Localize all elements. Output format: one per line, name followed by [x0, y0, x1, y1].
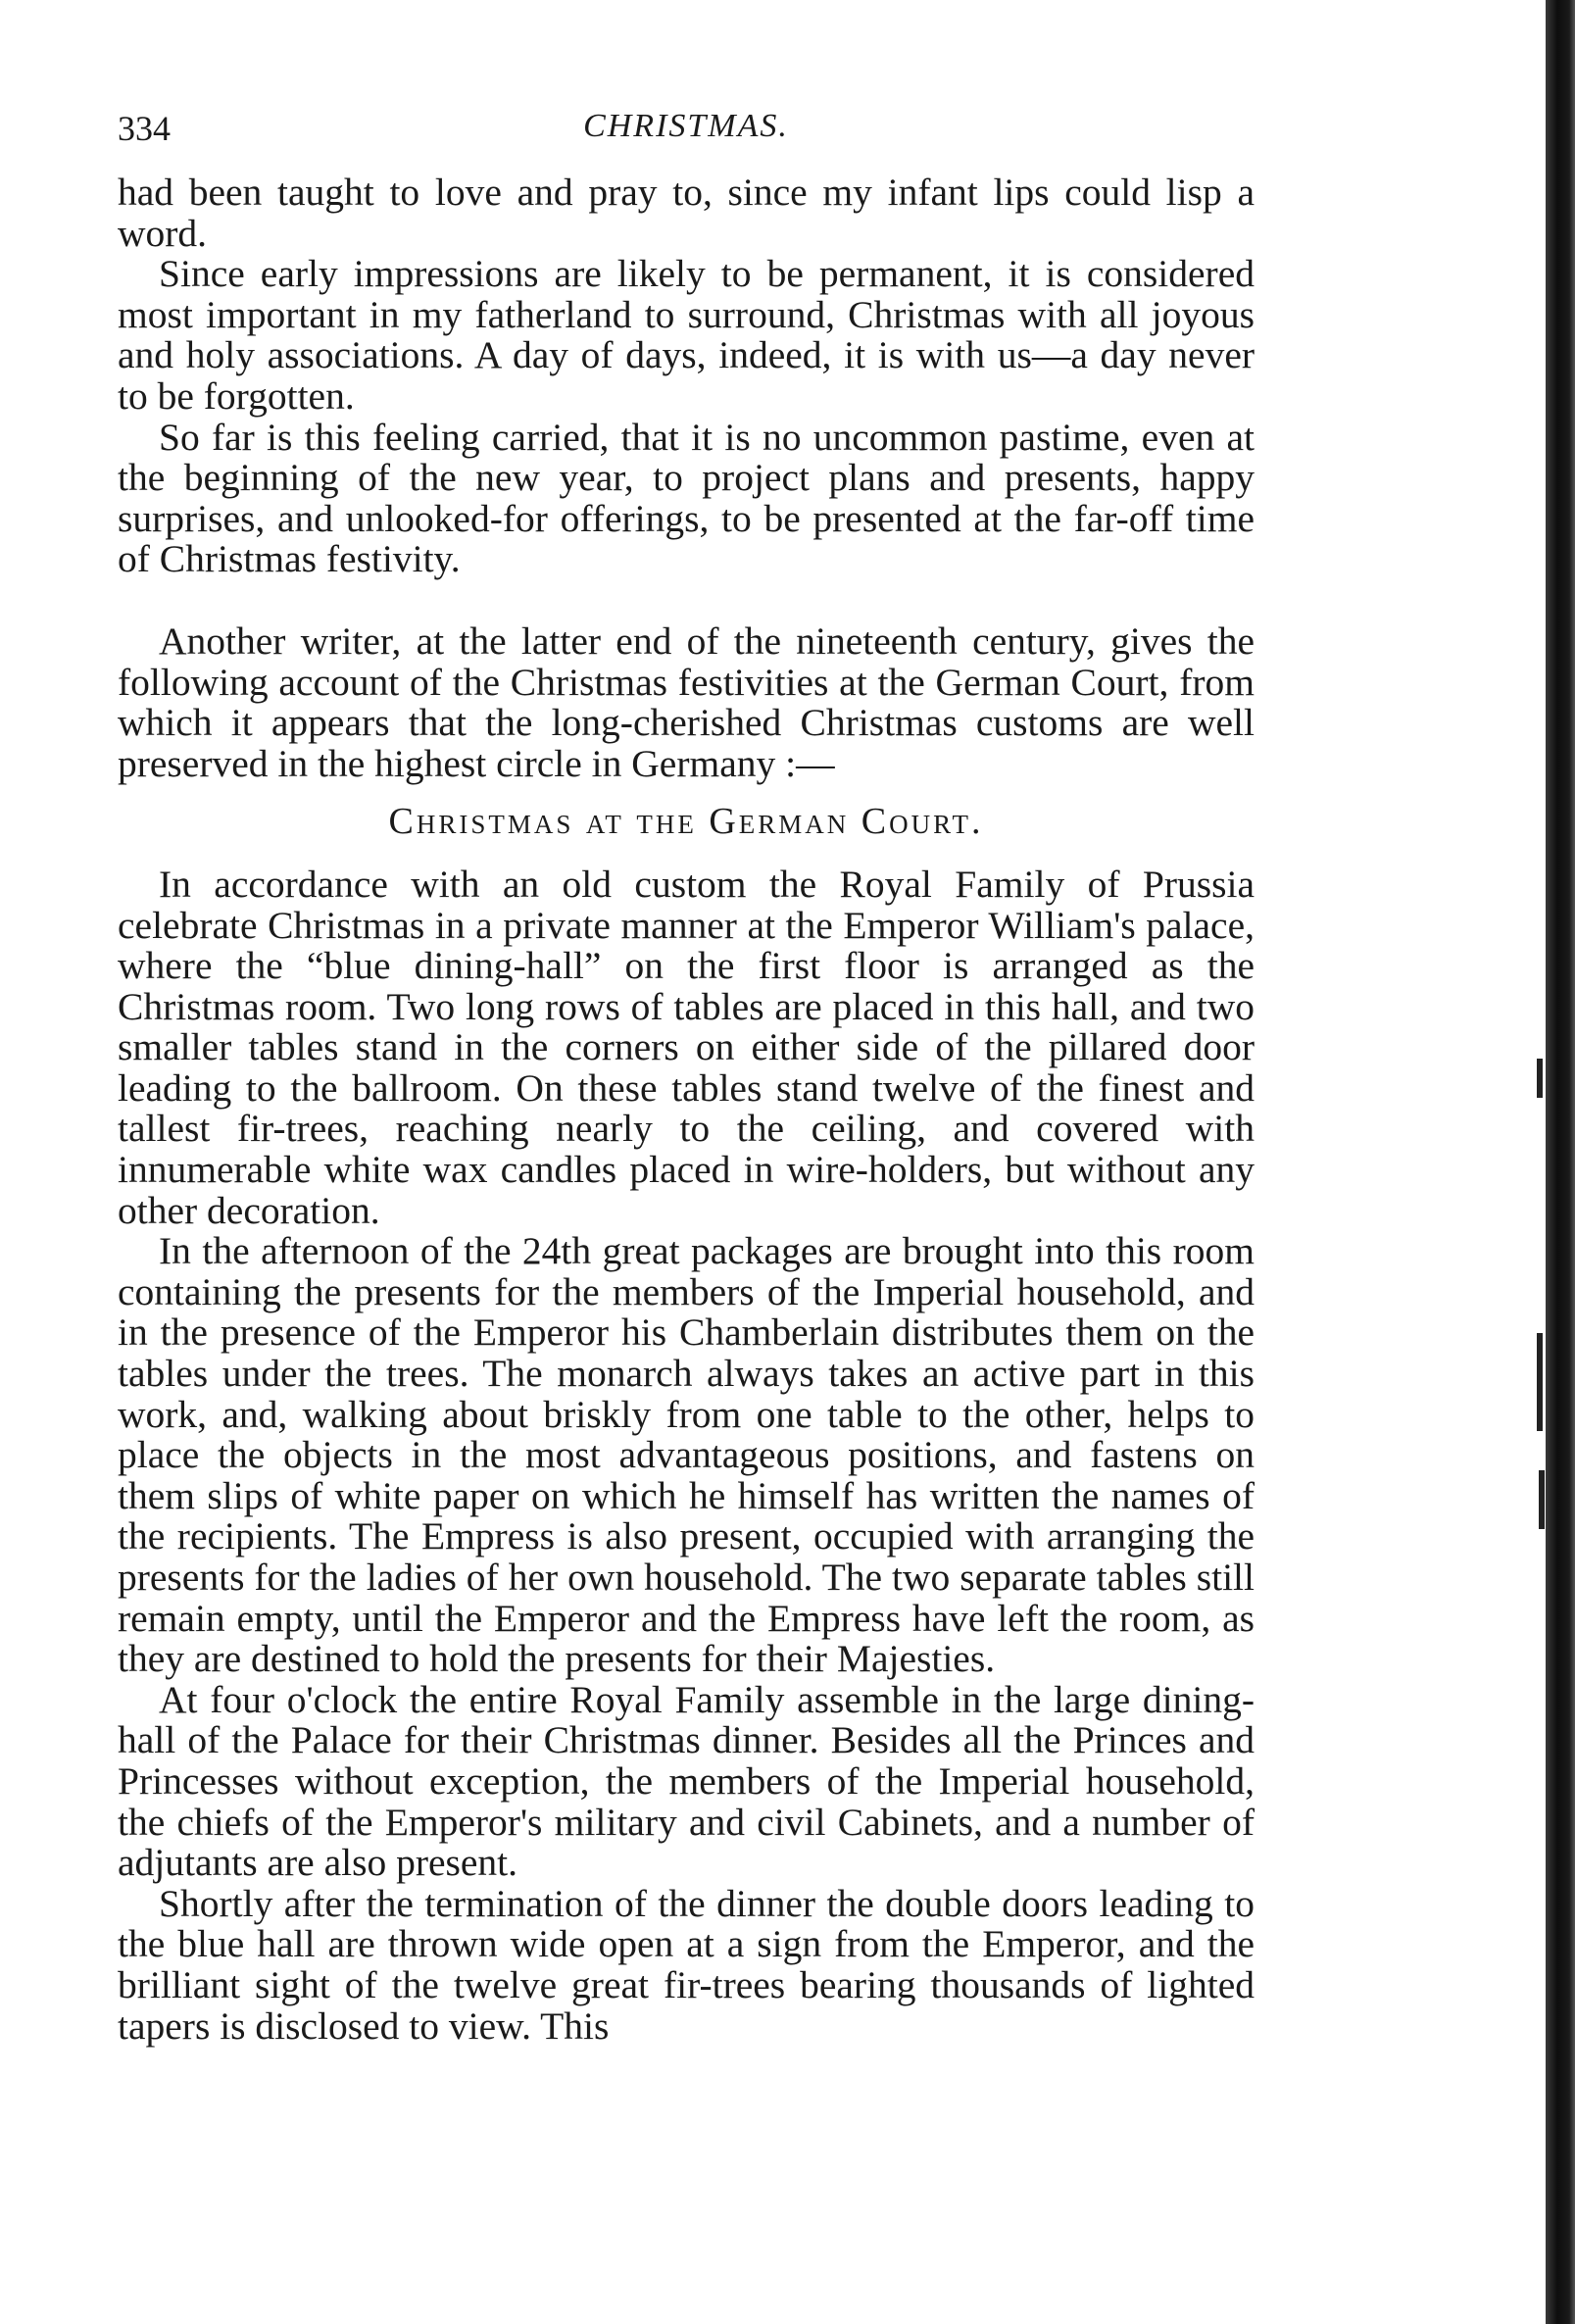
- paragraph-four-oclock: At four o'clock the entire Royal Family assemble in the large dining-hall of the Palace for their Christmas dinner. Besides all the Princes and Princesses without exception, the members of the Imperial household, the chiefs of the Emperor's military and civil Cabinets, and a number of adjutants are also present.: [118, 1677, 1255, 1885]
- binding-notch: [1537, 1059, 1543, 1098]
- paragraph-after-dinner: Shortly after the termination of the dinner the double doors leading to the blue hall are thrown wide open at a sign from the Emperor, and the brilliant sight of the twelve great fir-trees bearing thousands of lighted tapers is disclosed to view. This: [118, 1881, 1255, 2048]
- body-text: [118, 173, 1255, 2047]
- page-number: 334: [118, 109, 171, 148]
- binding-notch: [1537, 1333, 1543, 1431]
- paragraph-another-writer: Another writer, at the latter end of the nineteenth century, gives the following account of the Christmas festivities at the German Court, from which it appears that the long-cherished Christmas customs are well preserved in the highest circle in Germany :—: [118, 618, 1255, 785]
- paragraph-afternoon: In the afternoon of the 24th great packages are brought into this room containing the presents for the members of the Imperial household, and in the presence of the Emperor his Chamberlain distributes them on the tables under the trees. The monarch always takes an active part in this work, and, walking about briskly from one table to the other, helps to place the objects in the most advantageous positions, and fastens on them slips of white paper on which he himself has written the names of the recipients. The Empress is also present, occupied with arranging the presents for the ladies of her own household. The two separate tables still remain empty, until the Emperor and the Empress have left the room, as they are destined to hold the presents for their Majesties.: [118, 1229, 1255, 1681]
- paragraph-continuation: had been taught to love and pray to, since my infant lips could lisp a word.: [118, 171, 1255, 255]
- page-header: [118, 108, 1255, 157]
- paragraph-feeling-carried: So far is this feeling carried, that it is no uncommon pastime, even at the beginning of the new year, to project plans and presents, happy surprises, and unlooked-for offerings, to be presented at the far-off time of Christmas festivity.: [118, 415, 1255, 581]
- running-title: CHRISTMAS.: [583, 108, 789, 144]
- section-heading: Christmas at the German Court.: [388, 801, 984, 843]
- section-break: [118, 580, 1255, 621]
- binding-edge: [1546, 0, 1575, 2324]
- binding-notch: [1539, 1470, 1545, 1529]
- paragraph-old-custom: In accordance with an old custom the Royal Family of Prussia celebrate Christmas in a private manner at the Emperor William's palace, where the “blue dining-hall” on the first floor is arranged as the Christmas room. Two long rows of tables are placed in this hall, and two smaller tables stand in the corners on either side of the pillared door leading to the ballroom. On these tables stand twelve of the finest and tallest fir-trees, reaching nearly to the ceiling, and covered with innumerable white wax candles placed in wire-holders, but without any other decoration.: [118, 862, 1255, 1232]
- paragraph-early-impressions: Since early impressions are likely to be permanent, it is considered most important in my fatherland to surround, Christmas with all joyous and holy associations. A day of days, indeed, it is with us—a day never to be forgotten.: [118, 252, 1255, 418]
